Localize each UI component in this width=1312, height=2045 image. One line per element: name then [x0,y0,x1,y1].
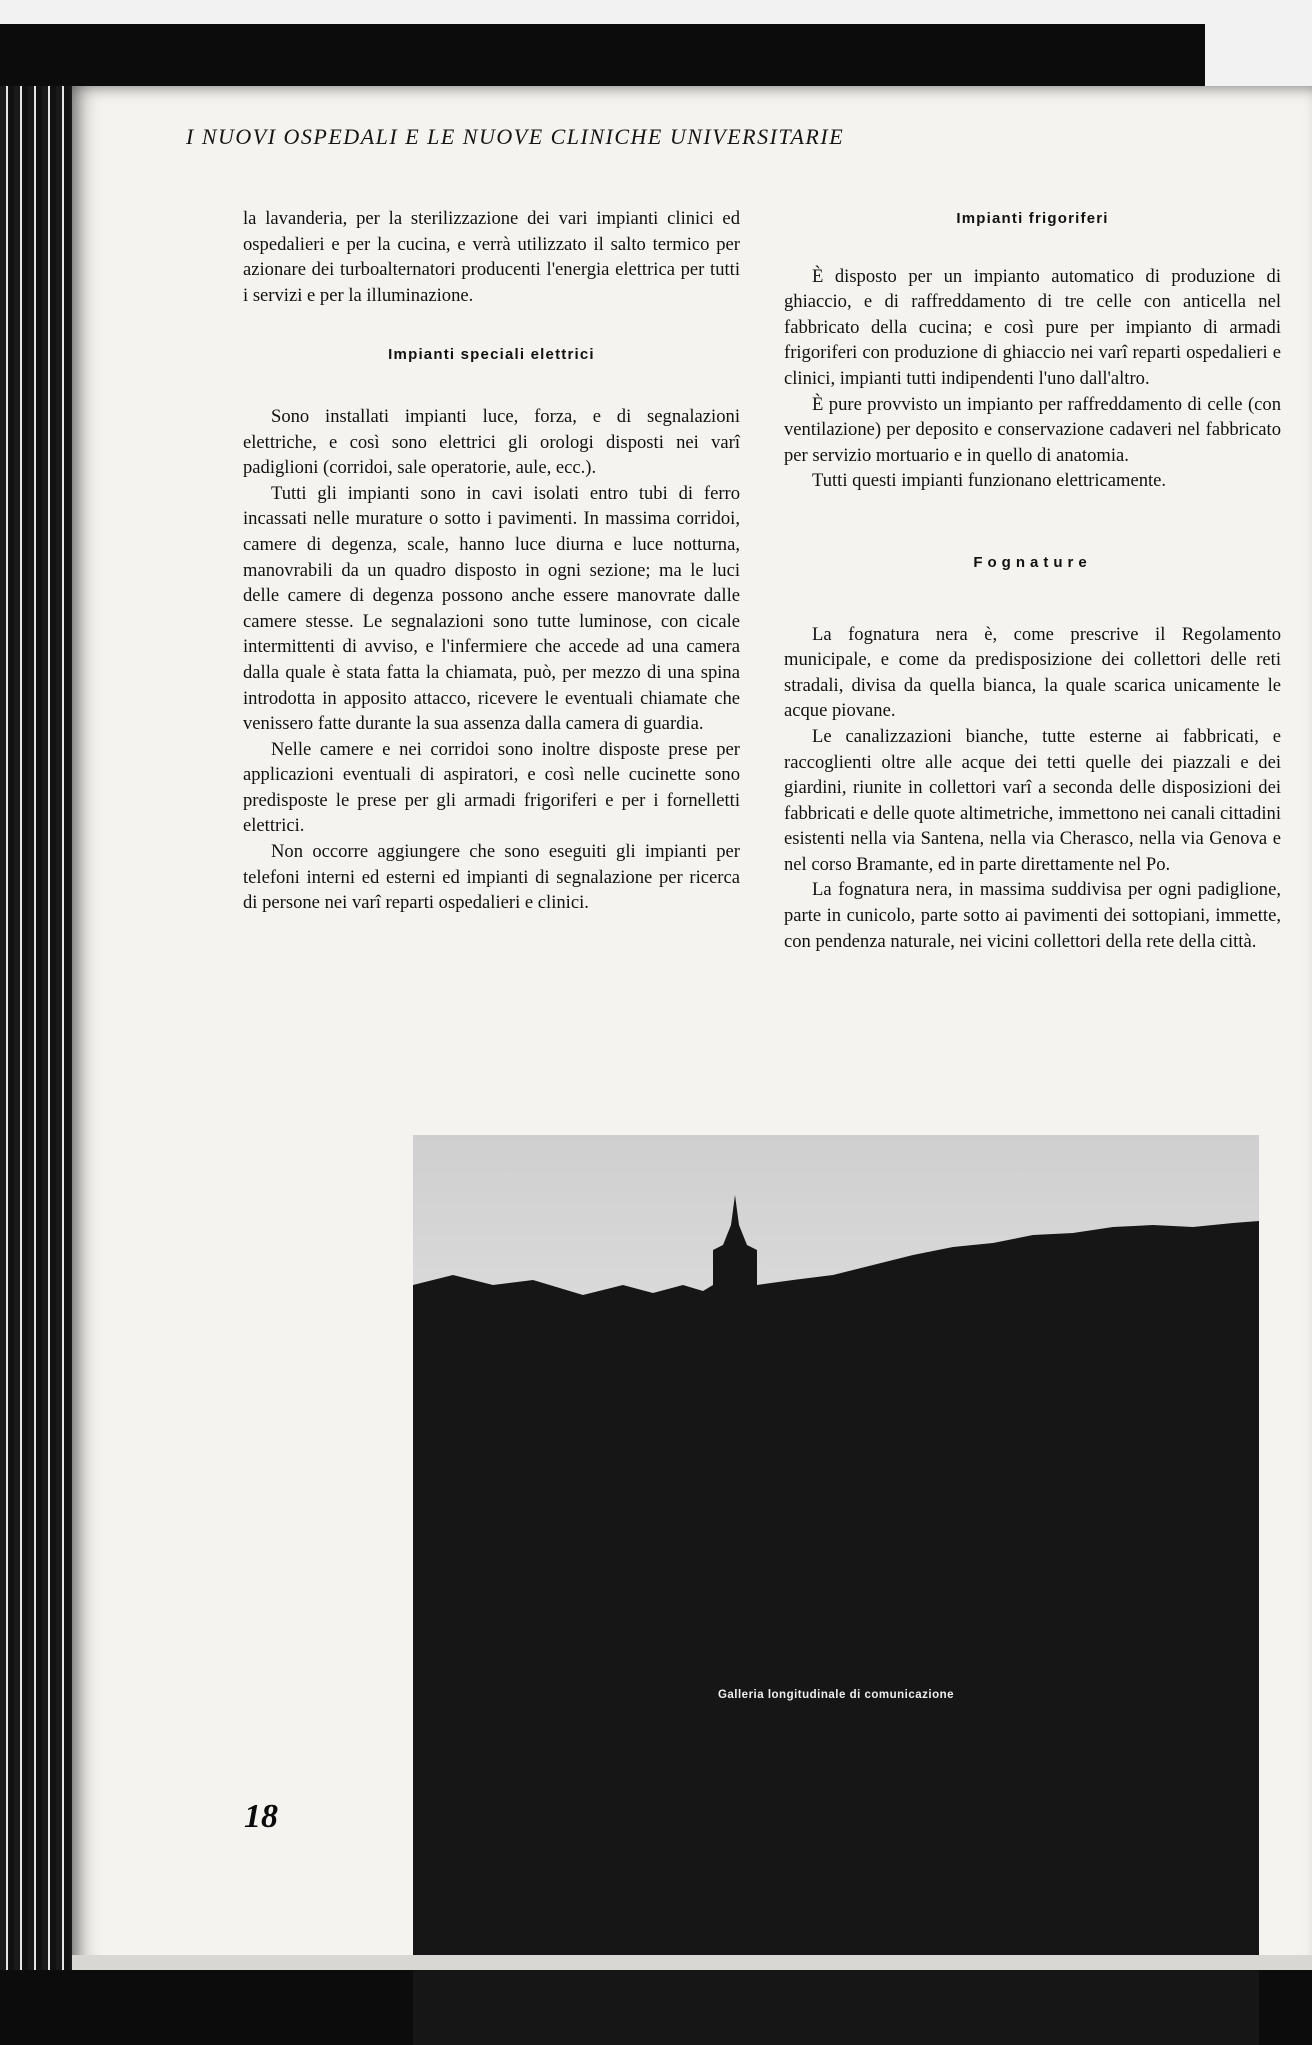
photo-caption: Galleria longitudinale di comunicazione [717,1689,955,1701]
paragraph: È pure provvisto un impianto per raffreddamento di celle (con ventilazione) per deposito e conservazione cadaveri nel fabbricato per servizio mortuario e in quello di anatomia. [784,393,1281,466]
paragraph: È disposto per un impianto automatico di produzione di ghiaccio, e di raffreddamento di tre celle con anticella nel fabbricato della cucina; e così pure per impianto di armadi frigoriferi con produzione di ghiaccio nei varî reparti ospedalieri e clinici, impianti tutti indipendenti l'uno dall'altro. [784,265,1281,389]
paragraph: Sono installati impianti luce, forza, e di segnalazioni elettriche, e così sono elettrici gli orologi disposti nei varî padiglioni (corridoi, sale operatorie, aule, ecc.). [243,405,740,479]
left-column [243,206,740,916]
scan-top-edge [0,0,1312,24]
paragraph: Le canalizzazioni bianche, tutte esterne ai fabbricati, e raccoglienti oltre alle acque dei tetti quelle dei piazzali e dei giardini, riunite in collettori varî a seconda delle disposizioni dei fabbricati e delle quote altimetriche, immettono nei canali cittadini esistenti nella via Santena, nella via Cherasco, nella via Genova e nel corso Bramante, ed in parte direttamente nel Po. [784,725,1281,875]
running-head: I NUOVI OSPEDALI E LE NUOVE CLINICHE UNIVERSITARIE [186,124,845,149]
page-number: 18 [244,1798,278,1835]
paragraph: Nelle camere e nei corridoi sono inoltre disposte prese per applicazioni eventuali di aspiratori, e così nelle cucinette sono predisposte le prese per gli armadi frigoriferi e per i fornelletti elettrici. [243,738,740,837]
paragraph: Tutti questi impianti funzionano elettricamente. [812,470,1167,492]
book-spine-edges [0,86,72,1970]
paragraph: La fognatura nera è, come prescrive il Regolamento municipale, e come da predisposizione dei collettori delle reti stradali, divisa da quella bianca, la quale scarica unicamente le acque piovane. [784,623,1281,722]
paragraph: Tutti gli impianti sono in cavi isolati entro tubi di ferro incassati nelle murature o sotto i pavimenti. In massima corridoi, camere di degenza, scale, hanno luce diurna e luce notturna, manovrabili da un quadro disposto in ogni sezione; ma le luci delle camere di degenza possono anche essere manovrate dalle camere stesse. Le segnalazioni sono tutte luminose, con cicale intermittenti di avviso, e l'infermiere che accede ad una camera dalla quale è stata fatta la chiamata, può, per mezzo di una spina introdotta in apposito attacco, ricevere le eventuali chiamate che venissero fatte durante la sua assenza dalla camera di guardia. [243,482,740,735]
heading-impianti-elettrici: Impianti speciali elettrici [388,346,595,364]
heading-fognature: Fognature [973,553,1092,571]
paragraph: La fognatura nera, in massima suddivisa per ogni padiglione, parte in cunicolo, parte sotto ai pavimenti dei sottopiani, immette, con pendenza naturale, nei vicini collettori della rete della città. [784,879,1281,952]
scan-bottom-edge [72,1955,1312,1970]
right-column [784,206,1281,954]
paragraph: Non occorre aggiungere che sono eseguiti gli impianti per telefoni interni ed esterni ed impianti di segnalazione per ricerca di persone nei varî reparti ospedalieri e clinici. [243,841,740,914]
intro-paragraph: la lavanderia, per la sterilizzazione dei vari impianti clinici ed ospedalieri e per la cucina, e verrà utilizzato il salto termico per azionare dei turboalternatori producenti l'energia elettrica per tutti i servizi e per la illuminazione. [243,208,740,306]
photo-silhouette [413,1135,1259,2045]
photograph-galleria [413,1135,1259,2045]
scan-top-tab [1205,24,1312,94]
heading-impianti-frigoriferi: Impianti frigoriferi [956,210,1109,227]
